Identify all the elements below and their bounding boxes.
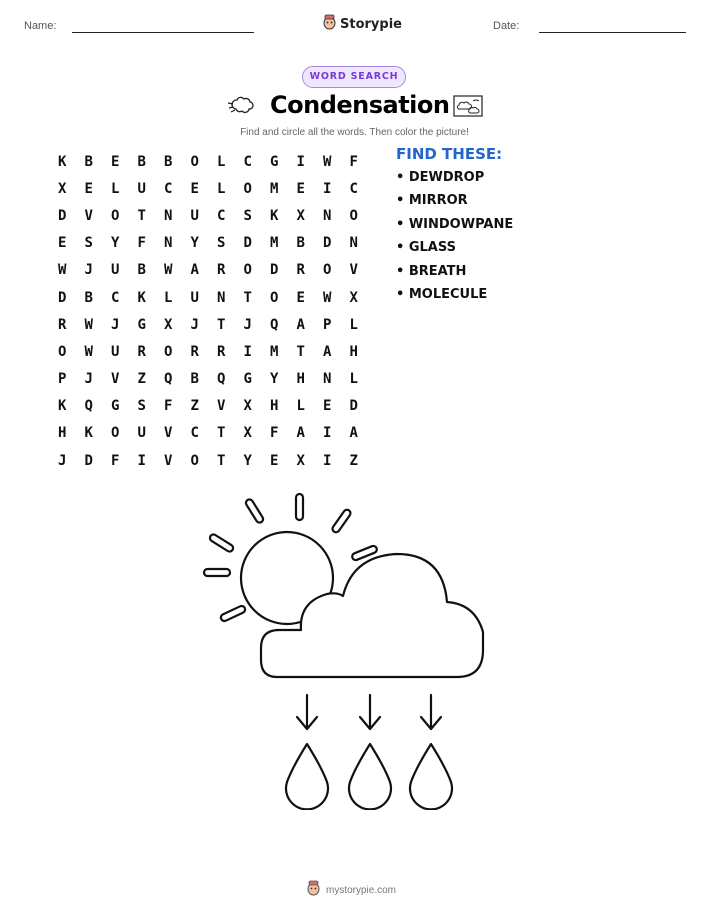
grid-letter: S xyxy=(243,207,252,224)
grid-letter: H xyxy=(270,398,279,415)
grid-letter: E xyxy=(190,180,199,197)
grid-row xyxy=(49,257,367,284)
grid-letter: T xyxy=(217,452,226,469)
grid-letter: D xyxy=(349,398,358,415)
grid-letter: O xyxy=(270,289,279,306)
grid-letter: B xyxy=(137,153,146,170)
grid-row xyxy=(49,284,367,311)
grid-letter: V xyxy=(164,452,173,469)
grid-row xyxy=(49,420,367,447)
grid-letter: N xyxy=(349,235,358,252)
grid-letter: V xyxy=(164,425,173,442)
grid-letter: I xyxy=(296,153,305,170)
grid-letter: A xyxy=(190,262,199,279)
grid-letter: O xyxy=(111,425,120,442)
grid-letter: O xyxy=(190,452,199,469)
grid-letter: I xyxy=(243,343,252,360)
grid-letter: H xyxy=(58,425,67,442)
grid-letter: I xyxy=(323,425,332,442)
cloud-drawing-icon xyxy=(453,95,483,121)
grid-letter: A xyxy=(323,343,332,360)
grid-letter: X xyxy=(296,452,305,469)
grid-letter: N xyxy=(323,371,332,388)
grid-letter: E xyxy=(296,289,305,306)
grid-letter: B xyxy=(137,262,146,279)
footer-url: mystorypie.com xyxy=(326,884,397,896)
grid-letter: Q xyxy=(84,398,93,415)
grid-letter: K xyxy=(58,398,67,415)
grid-letter: N xyxy=(164,235,173,252)
grid-letter: S xyxy=(137,398,146,415)
word-list-item: • WINDOWPANE xyxy=(396,216,514,232)
grid-letter: W xyxy=(323,153,332,170)
grid-letter: U xyxy=(111,343,120,360)
grid-letter: U xyxy=(190,289,199,306)
sun-cloud-rain-illustration xyxy=(195,490,515,814)
grid-letter: F xyxy=(137,235,146,252)
grid-letter: V xyxy=(349,262,358,279)
storypie-mascot-icon xyxy=(307,880,320,900)
grid-letter: J xyxy=(84,262,93,279)
grid-letter: N xyxy=(164,207,173,224)
grid-row xyxy=(49,148,367,175)
grid-letter: B xyxy=(84,289,93,306)
grid-letter: O xyxy=(349,207,358,224)
grid-letter: L xyxy=(217,153,226,170)
grid-letter: F xyxy=(111,452,120,469)
grid-letter: W xyxy=(84,316,93,333)
grid-letter: O xyxy=(243,262,252,279)
grid-letter: N xyxy=(323,207,332,224)
grid-letter: J xyxy=(58,452,67,469)
grid-letter: R xyxy=(296,262,305,279)
grid-letter: O xyxy=(243,180,252,197)
grid-row xyxy=(49,175,367,202)
grid-letter: L xyxy=(111,180,120,197)
grid-letter: B xyxy=(164,153,173,170)
grid-letter: L xyxy=(349,316,358,333)
grid-letter: A xyxy=(296,425,305,442)
grid-letter: W xyxy=(58,262,67,279)
grid-letter: E xyxy=(270,452,279,469)
grid-letter: E xyxy=(84,180,93,197)
grid-letter: O xyxy=(58,343,67,360)
grid-letter: R xyxy=(217,343,226,360)
grid-letter: H xyxy=(349,343,358,360)
word-list xyxy=(396,170,513,310)
grid-letter: C xyxy=(190,425,199,442)
grid-letter: V xyxy=(111,371,120,388)
grid-letter: C xyxy=(243,153,252,170)
grid-letter: T xyxy=(137,207,146,224)
grid-row xyxy=(49,202,367,229)
grid-row xyxy=(49,447,367,474)
find-these-heading: FIND THESE: xyxy=(396,145,503,163)
grid-letter: D xyxy=(243,235,252,252)
grid-letter: K xyxy=(84,425,93,442)
grid-letter: Q xyxy=(217,371,226,388)
word-list-item: • GLASS xyxy=(396,240,456,256)
grid-letter: R xyxy=(217,262,226,279)
brand-logo xyxy=(323,14,402,34)
grid-letter: M xyxy=(270,343,279,360)
grid-letter: S xyxy=(217,235,226,252)
grid-letter: M xyxy=(270,180,279,197)
grid-letter: T xyxy=(217,425,226,442)
grid-letter: M xyxy=(270,235,279,252)
grid-letter: S xyxy=(84,235,93,252)
grid-letter: E xyxy=(111,153,120,170)
grid-letter: B xyxy=(296,235,305,252)
grid-letter: O xyxy=(111,207,120,224)
grid-letter: P xyxy=(58,371,67,388)
grid-letter: L xyxy=(217,180,226,197)
grid-letter: T xyxy=(243,289,252,306)
grid-letter: A xyxy=(296,316,305,333)
grid-letter: X xyxy=(243,425,252,442)
grid-letter: C xyxy=(349,180,358,197)
grid-row xyxy=(49,338,367,365)
grid-letter: X xyxy=(243,398,252,415)
date-line xyxy=(539,32,686,33)
grid-letter: Y xyxy=(111,235,120,252)
grid-letter: D xyxy=(84,452,93,469)
grid-letter: P xyxy=(323,316,332,333)
grid-letter: J xyxy=(111,316,120,333)
grid-letter: L xyxy=(296,398,305,415)
grid-letter: G xyxy=(270,153,279,170)
grid-letter: Z xyxy=(190,398,199,415)
grid-letter: C xyxy=(164,180,173,197)
word-search-badge: WORD SEARCH xyxy=(302,66,406,88)
grid-letter: Z xyxy=(137,371,146,388)
grid-letter: V xyxy=(84,207,93,224)
grid-letter: W xyxy=(164,262,173,279)
storypie-mascot-icon xyxy=(323,14,336,34)
grid-letter: I xyxy=(323,452,332,469)
grid-letter: K xyxy=(58,153,67,170)
grid-letter: O xyxy=(190,153,199,170)
grid-letter: U xyxy=(190,207,199,224)
puff-icon xyxy=(227,94,257,120)
grid-letter: F xyxy=(349,153,358,170)
grid-letter: D xyxy=(270,262,279,279)
grid-letter: E xyxy=(58,235,67,252)
grid-letter: Q xyxy=(270,316,279,333)
date-label: Date: xyxy=(493,20,520,32)
word-list-item: • BREATH xyxy=(396,263,467,279)
grid-letter: D xyxy=(58,289,67,306)
grid-letter: A xyxy=(349,425,358,442)
grid-letter: G xyxy=(111,398,120,415)
grid-letter: B xyxy=(84,153,93,170)
letter-grid xyxy=(49,148,367,474)
grid-letter: C xyxy=(111,289,120,306)
grid-letter: O xyxy=(323,262,332,279)
grid-row xyxy=(49,393,367,420)
grid-letter: U xyxy=(137,180,146,197)
grid-letter: V xyxy=(217,398,226,415)
grid-letter: N xyxy=(217,289,226,306)
grid-letter: I xyxy=(137,452,146,469)
grid-letter: Z xyxy=(349,452,358,469)
grid-letter: J xyxy=(243,316,252,333)
grid-letter: X xyxy=(349,289,358,306)
grid-letter: T xyxy=(217,316,226,333)
grid-letter: O xyxy=(164,343,173,360)
grid-row xyxy=(49,230,367,257)
page-title: Condensation xyxy=(270,91,450,119)
grid-letter: J xyxy=(84,371,93,388)
grid-letter: R xyxy=(190,343,199,360)
grid-letter: I xyxy=(323,180,332,197)
name-label: Name: xyxy=(24,20,57,32)
grid-letter: B xyxy=(190,371,199,388)
brand-name: Storypie xyxy=(340,16,402,32)
grid-letter: G xyxy=(137,316,146,333)
grid-letter: K xyxy=(270,207,279,224)
grid-letter: W xyxy=(84,343,93,360)
grid-letter: W xyxy=(323,289,332,306)
grid-letter: H xyxy=(296,371,305,388)
word-list-item: • DEWDROP xyxy=(396,170,485,185)
grid-letter: D xyxy=(323,235,332,252)
grid-letter: F xyxy=(164,398,173,415)
grid-letter: J xyxy=(190,316,199,333)
grid-letter: T xyxy=(296,343,305,360)
grid-letter: X xyxy=(296,207,305,224)
grid-letter: Y xyxy=(243,452,252,469)
grid-letter: Y xyxy=(270,371,279,388)
grid-row xyxy=(49,311,367,338)
grid-letter: F xyxy=(270,425,279,442)
grid-letter: L xyxy=(349,371,358,388)
grid-letter: G xyxy=(243,371,252,388)
grid-letter: X xyxy=(164,316,173,333)
grid-letter: E xyxy=(296,180,305,197)
grid-letter: C xyxy=(217,207,226,224)
grid-letter: R xyxy=(58,316,67,333)
grid-letter: U xyxy=(137,425,146,442)
grid-letter: U xyxy=(111,262,120,279)
word-list-item: • MOLECULE xyxy=(396,286,488,302)
instructions: Find and circle all the words. Then color the picture! xyxy=(240,127,469,138)
grid-letter: K xyxy=(137,289,146,306)
grid-letter: R xyxy=(137,343,146,360)
grid-letter: L xyxy=(164,289,173,306)
footer xyxy=(307,880,396,900)
grid-letter: X xyxy=(58,180,67,197)
name-line xyxy=(72,32,254,33)
grid-row xyxy=(49,366,367,393)
word-list-item: • MIRROR xyxy=(396,193,468,209)
grid-letter: D xyxy=(58,207,67,224)
grid-letter: E xyxy=(323,398,332,415)
grid-letter: Q xyxy=(164,371,173,388)
grid-letter: Y xyxy=(190,235,199,252)
